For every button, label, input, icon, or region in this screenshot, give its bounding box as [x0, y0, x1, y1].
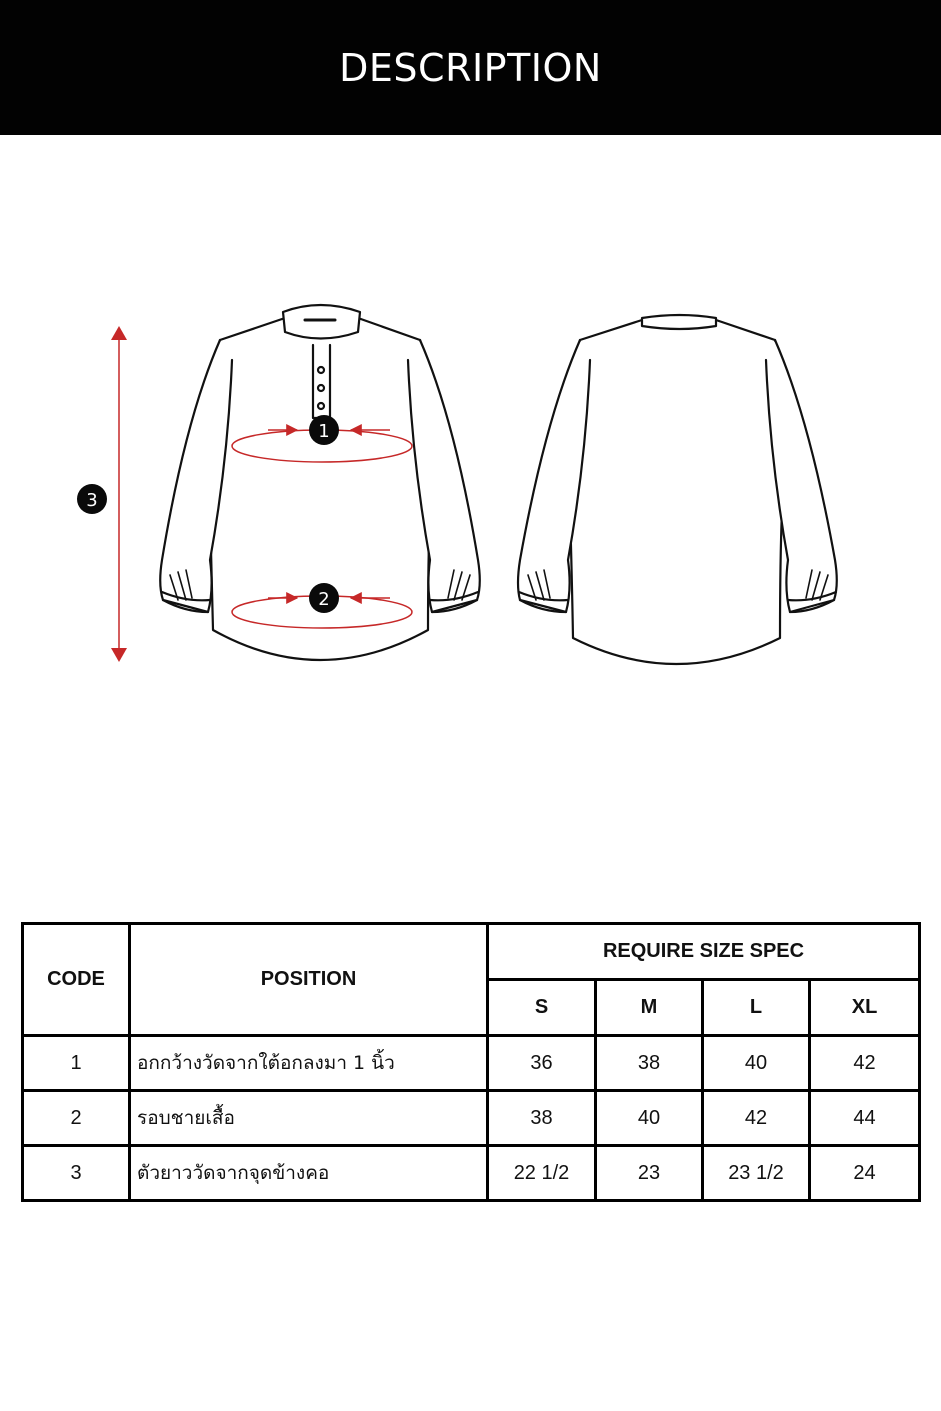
- header-position: POSITION: [130, 924, 488, 1036]
- size-diagram: [0, 135, 941, 835]
- row-value-m: 23: [596, 1146, 703, 1201]
- header-code: CODE: [23, 924, 130, 1036]
- length-measure-arrow: [111, 326, 127, 662]
- row-code: 1: [23, 1036, 130, 1091]
- row-position: อกกว้างวัดจากใต้อกลงมา 1 นิ้ว: [130, 1036, 488, 1091]
- row-code: 3: [23, 1146, 130, 1201]
- page-title: DESCRIPTION: [339, 45, 602, 90]
- header-size-l: L: [703, 980, 810, 1036]
- header-size-s: S: [488, 980, 596, 1036]
- header-size-spec: REQUIRE SIZE SPEC: [488, 924, 920, 980]
- header-size-m: M: [596, 980, 703, 1036]
- back-shirt-icon: [518, 315, 837, 664]
- row-value-xl: 24: [810, 1146, 920, 1201]
- header-bar: [0, 0, 941, 135]
- marker-3: [77, 484, 107, 514]
- size-spec-table: [21, 922, 921, 1202]
- table-row: [23, 1146, 920, 1201]
- row-value-m: 40: [596, 1091, 703, 1146]
- table-row: [23, 1036, 920, 1091]
- row-position: รอบชายเสื้อ: [130, 1091, 488, 1146]
- row-value-xl: 44: [810, 1091, 920, 1146]
- row-value-m: 38: [596, 1036, 703, 1091]
- row-code: 2: [23, 1091, 130, 1146]
- svg-text:1: 1: [318, 421, 330, 442]
- row-value-xl: 42: [810, 1036, 920, 1091]
- header-size-xl: XL: [810, 980, 920, 1036]
- table-row: [23, 1091, 920, 1146]
- marker-1: [309, 415, 339, 445]
- row-value-s: 36: [488, 1036, 596, 1091]
- row-value-l: 23 1/2: [703, 1146, 810, 1201]
- svg-text:3: 3: [86, 490, 98, 511]
- row-value-l: 40: [703, 1036, 810, 1091]
- row-value-s: 22 1/2: [488, 1146, 596, 1201]
- row-value-l: 42: [703, 1091, 810, 1146]
- row-value-s: 38: [488, 1091, 596, 1146]
- marker-2: [309, 583, 339, 613]
- row-position: ตัวยาววัดจากจุดข้างคอ: [130, 1146, 488, 1201]
- svg-text:2: 2: [318, 589, 330, 610]
